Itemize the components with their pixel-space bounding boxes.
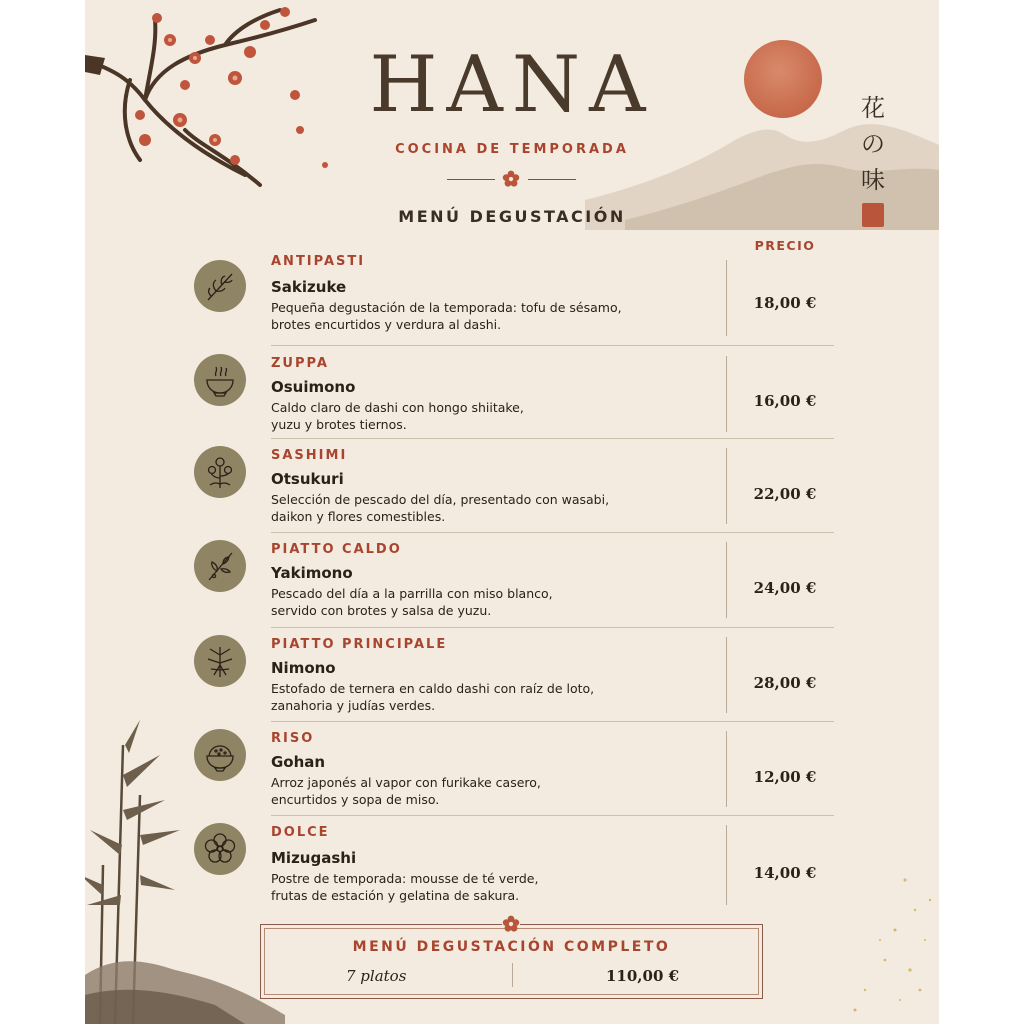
course-dish: Mizugashi (271, 849, 357, 867)
course-price: 28,00 € (753, 674, 817, 692)
ornament-line-right (528, 179, 576, 180)
row-separator (271, 438, 834, 439)
description-line: yuzu y brotes tiernos. (271, 417, 407, 432)
course-category: ZUPPA (271, 356, 329, 371)
total-count: 7 platos (346, 967, 407, 985)
restaurant-name: HANA (369, 40, 655, 130)
course-dish: Gohan (271, 753, 326, 771)
herb-sprig-icon (194, 260, 246, 312)
ornament-line-left (447, 179, 495, 180)
course-dish: Sakizuke (271, 278, 347, 296)
course-description (271, 399, 711, 433)
price-divider (726, 260, 727, 336)
course-price: 18,00 € (753, 294, 817, 312)
row-separator (271, 627, 834, 628)
sakura-ornament-icon (502, 170, 520, 188)
course-price: 14,00 € (753, 864, 817, 882)
row-separator (271, 532, 834, 533)
restaurant-tagline: COCINA DE TEMPORADA (395, 142, 629, 157)
course-description (271, 680, 711, 714)
course-category: SASHIMI (271, 448, 348, 463)
course-category: RISO (271, 731, 315, 746)
price-divider (726, 825, 727, 905)
course-description (271, 491, 711, 525)
sakura-flower-icon (194, 823, 246, 875)
description-line: Pequeña degustación de la temporada: tofu de sésamo, (271, 300, 622, 315)
course-dish: Osuimono (271, 378, 356, 396)
kanji-char: の (861, 130, 885, 158)
description-line: frutas de estación y gelatina de sakura. (271, 888, 520, 903)
menu-page (85, 0, 939, 1024)
bamboo-leaves-icon (194, 635, 246, 687)
course-dish: Otsukuri (271, 470, 344, 488)
description-line: Caldo claro de dashi con hongo shiitake, (271, 400, 524, 415)
total-divider (512, 963, 513, 987)
soup-bowl-icon (194, 354, 246, 406)
course-category: PIATTO CALDO (271, 542, 402, 557)
row-separator (271, 815, 834, 816)
price-divider (726, 731, 727, 807)
rice-bowl-icon (194, 729, 246, 781)
course-dish: Yakimono (271, 564, 353, 582)
course-dish: Nimono (271, 659, 336, 677)
kanji-char: 味 (861, 166, 885, 194)
total-label: MENÚ DEGUSTACIÓN COMPLETO (352, 939, 671, 955)
bamboo-decoration (85, 715, 285, 1024)
description-line: brotes encurtidos y verdura al dashi. (271, 317, 502, 332)
course-description (271, 870, 711, 904)
description-line: Selección de pescado del día, presentado con wasabi, (271, 492, 610, 507)
menu-heading: MENÚ DEGUSTACIÓN (398, 207, 626, 226)
row-separator (271, 721, 834, 722)
course-category: ANTIPASTI (271, 254, 366, 269)
course-price: 12,00 € (753, 768, 817, 786)
course-price: 24,00 € (753, 579, 817, 597)
course-description (271, 299, 711, 333)
course-description (271, 585, 711, 619)
description-line: encurtidos y sopa de miso. (271, 792, 440, 807)
description-line: Arroz japonés al vapor con furikake casero, (271, 775, 541, 790)
description-line: Estofado de ternera en caldo dashi con raíz de loto, (271, 681, 595, 696)
price-column-header: PRECIO (754, 238, 816, 253)
kanji-column (855, 90, 891, 198)
total-box (260, 924, 763, 999)
description-line: zanahoria y judías verdes. (271, 698, 436, 713)
description-line: daikon y flores comestibles. (271, 509, 446, 524)
course-category: DOLCE (271, 825, 330, 840)
course-price: 22,00 € (753, 485, 817, 503)
course-category: PIATTO PRINCIPALE (271, 637, 448, 652)
row-separator (271, 345, 834, 346)
gold-speckle-decoration (825, 840, 939, 1024)
leaf-branch-icon (194, 540, 246, 592)
price-divider (726, 356, 727, 432)
total-price: 110,00 € (606, 967, 680, 985)
flower-plant-icon (194, 446, 246, 498)
price-divider (726, 542, 727, 618)
course-description (271, 774, 711, 808)
description-line: Postre de temporada: mousse de té verde, (271, 871, 539, 886)
description-line: servido con brotes y salsa de yuzu. (271, 603, 492, 618)
course-price: 16,00 € (753, 392, 817, 410)
kanji-char: 花 (861, 94, 885, 122)
description-line: Pescado del día a la parrilla con miso blanco, (271, 586, 553, 601)
price-divider (726, 448, 727, 524)
sakura-ornament-icon (502, 915, 520, 933)
price-divider (726, 637, 727, 713)
